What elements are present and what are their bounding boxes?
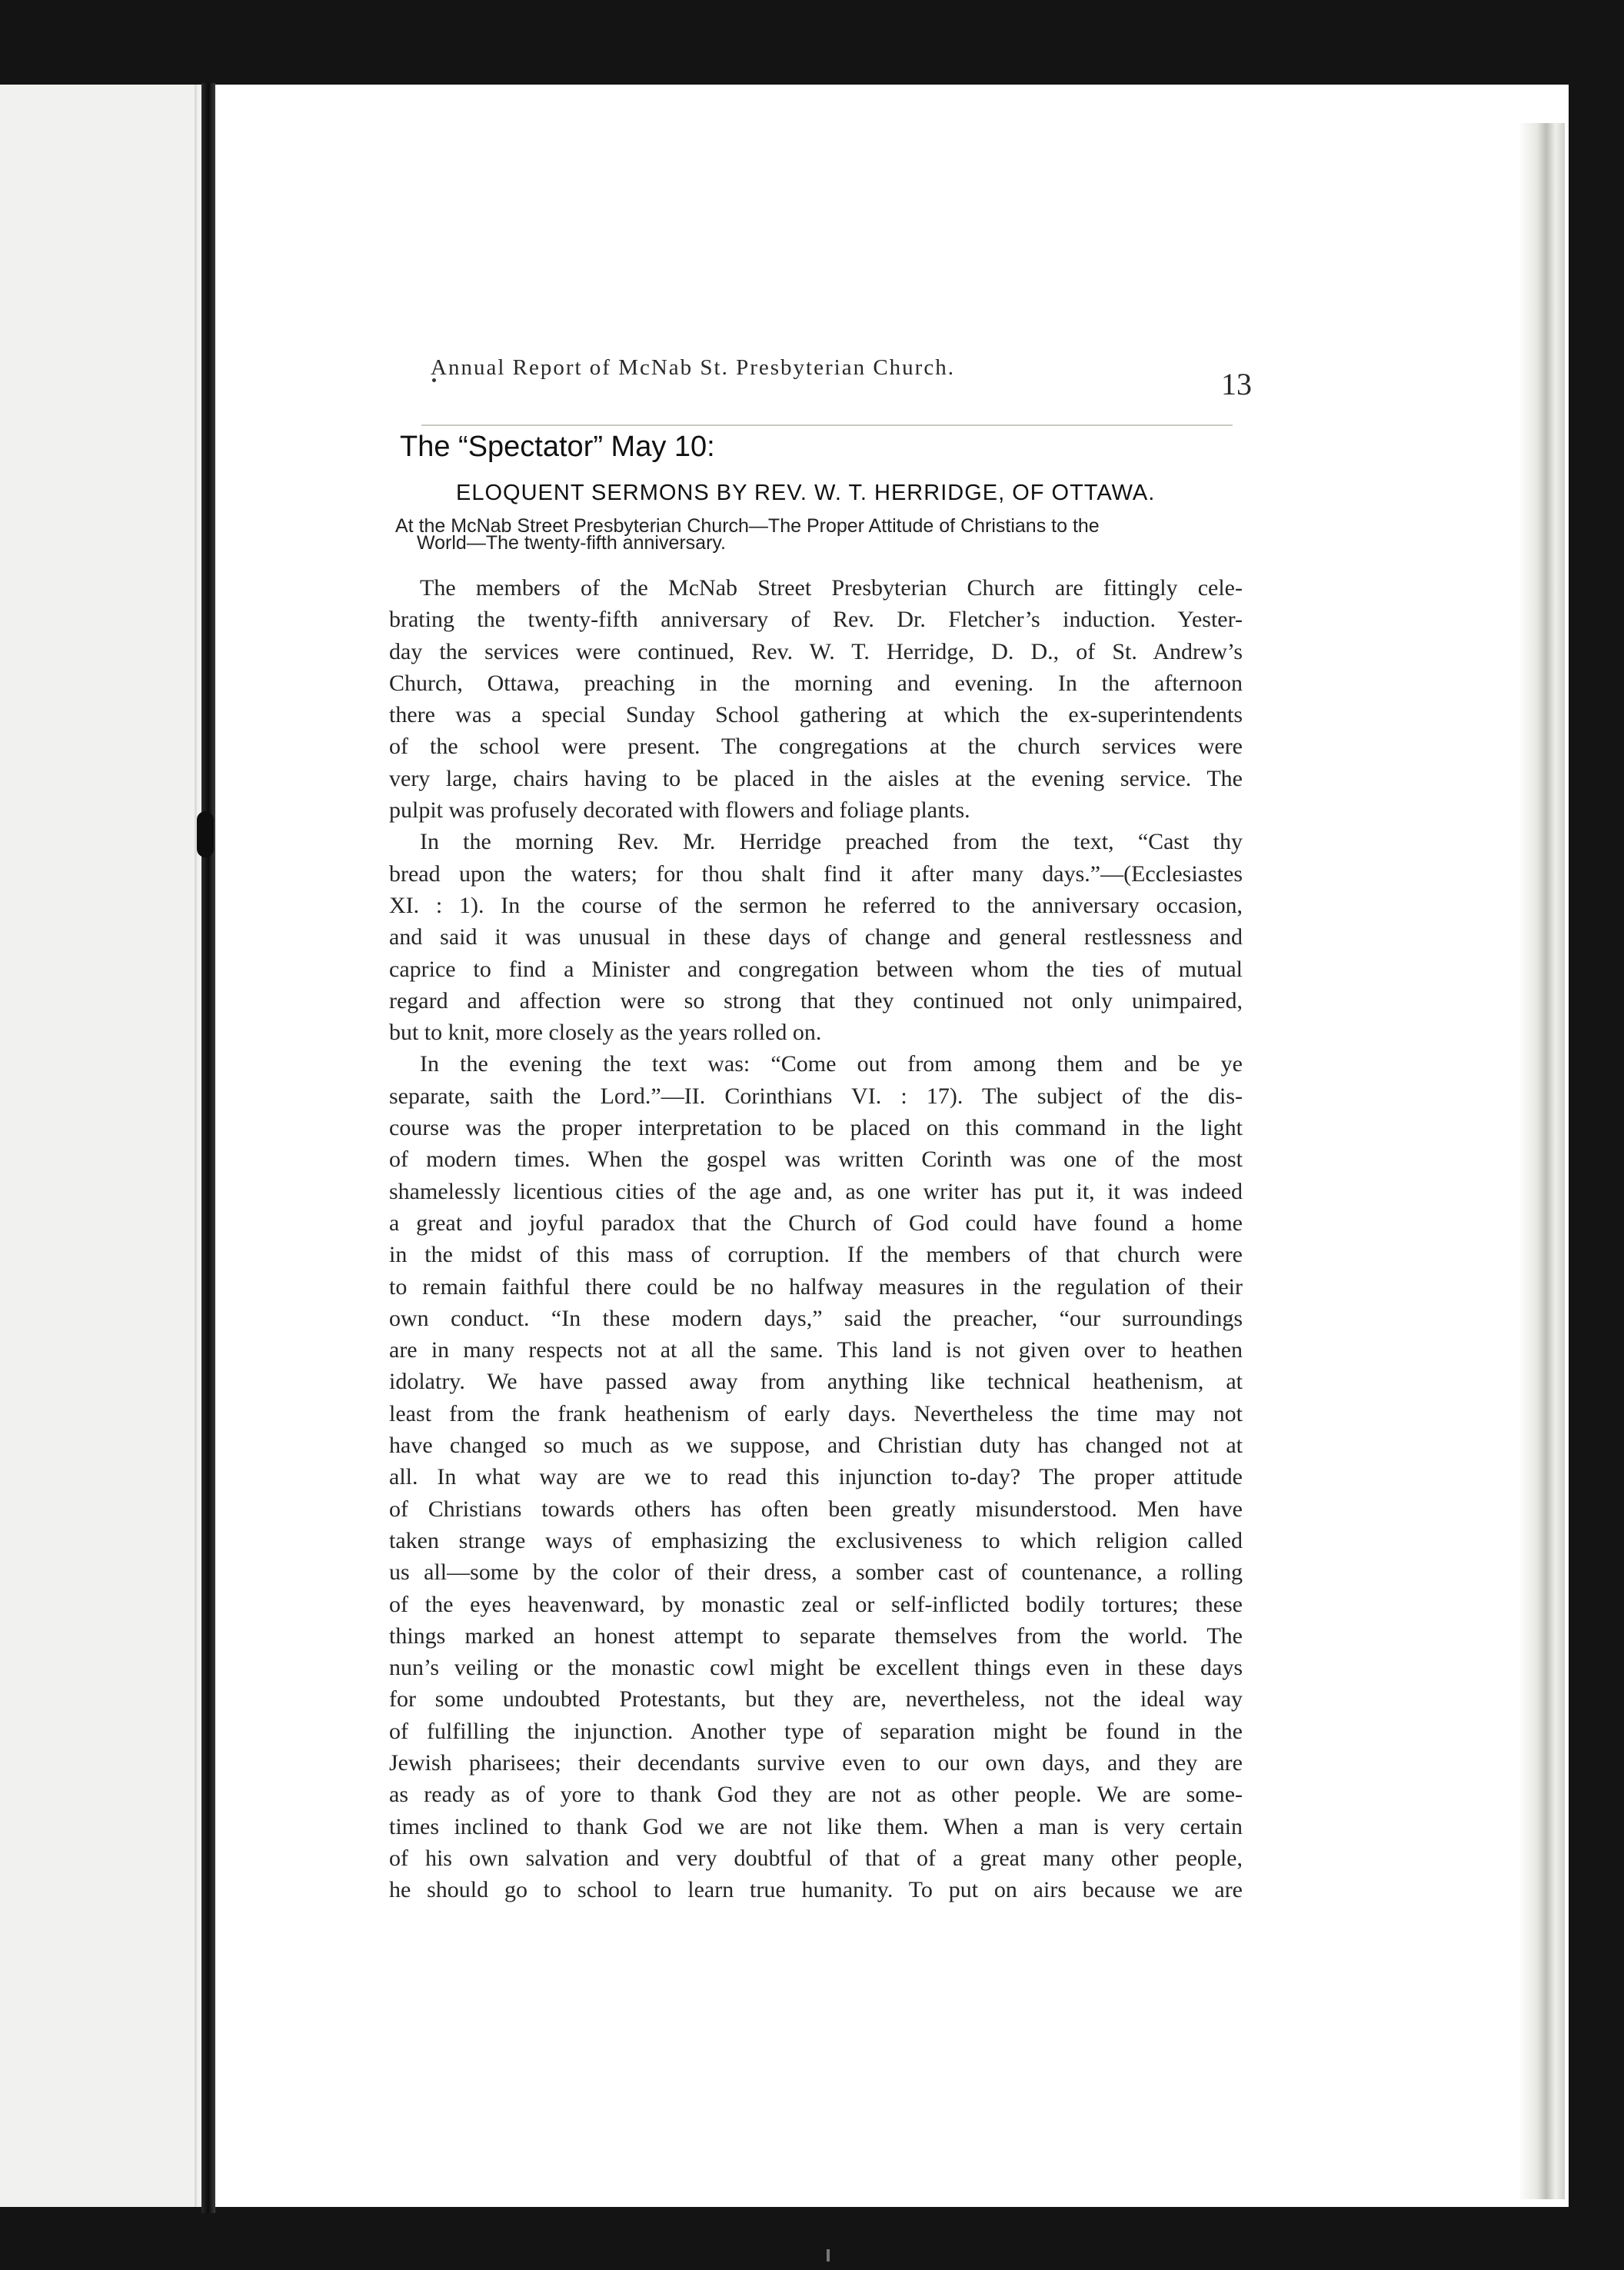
text-line: all. In what way are we to read this injunction to-day? The proper attitude (389, 1464, 1243, 1490)
text-line: idolatry. We have passed away from anything like technical heathenism, at (389, 1369, 1243, 1395)
article-source-heading: The “Spectator” May 10: (400, 431, 715, 463)
text-line: of his own salvation and very doubtful of that of a great many other people, (389, 1845, 1243, 1871)
scan-mark (827, 2249, 830, 2262)
text-line: for some undoubted Protestants, but they are, nevertheless, not the ideal way (389, 1686, 1243, 1712)
text-line: to remain faithful there could be no halfway measures in the regulation of their (389, 1273, 1243, 1300)
text-line: but to knit, more closely as the years rolled on. (389, 1020, 822, 1046)
text-line: of modern times. When the gospel was written Corinth was one of the most (389, 1147, 1243, 1173)
text-line: least from the frank heathenism of early days. Nevertheless the time may not (389, 1400, 1243, 1426)
facing-page-left (0, 85, 204, 2207)
text-line: The members of the McNab Street Presbyterian Church are fittingly cele- (420, 575, 1243, 601)
text-line: In the morning Rev. Mr. Herridge preached from the text, “Cast thy (420, 829, 1243, 855)
text-line: own conduct. “In these modern days,” said the preacher, “our surroundings (389, 1305, 1243, 1331)
page-stack-edge (1519, 123, 1565, 2199)
article-body (389, 572, 1243, 1906)
text-line: times inclined to thank God we are not like them. When a man is very certain (389, 1813, 1243, 1839)
text-line: a great and joyful paradox that the Church of God could have found a home (389, 1210, 1243, 1236)
text-line: there was a special Sunday School gathering at which the ex-superintendents (389, 702, 1243, 728)
text-line: day the services were continued, Rev. W. T. Herridge, D. D., of St. Andrew’s (389, 638, 1243, 664)
article-deck (395, 515, 1249, 554)
book-gutter (201, 83, 215, 2213)
text-line: taken strange ways of emphasizing the exclusiveness to which religion called (389, 1527, 1243, 1553)
text-line: bread upon the waters; for thou shalt find it after many days.”—(Ecclesiastes (389, 860, 1243, 887)
text-line: of fulfilling the injunction. Another type of separation might be found in the (389, 1718, 1243, 1744)
text-line: XI. : 1). In the course of the sermon he referred to the anniversary occasion, (389, 892, 1243, 918)
text-line: of Christians towards others has often been greatly misunderstood. Men have (389, 1496, 1243, 1522)
text-line: of the school were present. The congregations at the church services were (389, 734, 1243, 760)
text-line: Church, Ottawa, preaching in the morning and evening. In the afternoon (389, 670, 1243, 696)
article-headline: ELOQUENT SERMONS BY REV. W. T. HERRIDGE, OF OTTAWA. (456, 481, 1156, 505)
text-line: separate, saith the Lord.”—II. Corinthians VI. : 17). The subject of the dis- (389, 1083, 1243, 1109)
text-line: he should go to school to learn true humanity. To put on airs because we are (389, 1877, 1243, 1903)
text-line: us all—some by the color of their dress, a somber cast of countenance, a rolling (389, 1559, 1243, 1586)
text-line: things marked an honest attempt to separate themselves from the world. The (389, 1623, 1243, 1649)
text-line: caprice to find a Minister and congregation between whom the ties of mutual (389, 956, 1243, 982)
text-line: in the midst of this mass of corruption. If the members of that church were (389, 1242, 1243, 1268)
text-line: and said it was unusual in these days of change and general restlessness and (389, 924, 1243, 950)
text-line: In the evening the text was: “Come out from among them and be ye (420, 1051, 1243, 1077)
deck-line: World—The twenty-fifth anniversary. (417, 532, 726, 554)
text-line: brating the twenty-fifth anniversary of Rev. Dr. Fletcher’s induction. Yester- (389, 607, 1243, 633)
text-line: course was the proper interpretation to be placed on this command in the light (389, 1115, 1243, 1141)
text-line: as ready as of yore to thank God they are not as other people. We are some- (389, 1782, 1243, 1808)
text-line: of the eyes heavenward, by monastic zeal or self-inflicted bodily tortures; these (389, 1591, 1243, 1617)
text-line: regard and affection were so strong that they continued not only unimpaired, (389, 987, 1243, 1014)
deck-line: At the McNab Street Presbyterian Church—The Proper Attitude of Christians to the (395, 515, 1100, 537)
binding-notch (197, 811, 214, 857)
text-line: Jewish pharisees; their decendants survive even to our own days, and they are (389, 1749, 1243, 1776)
text-line: nun’s veiling or the monastic cowl might be excellent things even in these days (389, 1655, 1243, 1681)
page-number: 13 (1221, 367, 1252, 401)
text-line: are in many respects not at all the same. This land is not given over to heathen (389, 1337, 1243, 1363)
header-rule (421, 424, 1233, 426)
text-line: shamelessly licentious cities of the age and, as one writer has put it, it was indeed (389, 1178, 1243, 1204)
text-line: pulpit was profusely decorated with flowers and foliage plants. (389, 797, 970, 824)
page-edge-line (195, 85, 197, 2207)
running-head-title: Annual Report of McNab St. Presbyterian Church. (431, 355, 955, 380)
text-line: have changed so much as we suppose, and Christian duty has changed not at (389, 1433, 1243, 1459)
text-line: very large, chairs having to be placed in the aisles at the evening service. The (389, 765, 1243, 791)
